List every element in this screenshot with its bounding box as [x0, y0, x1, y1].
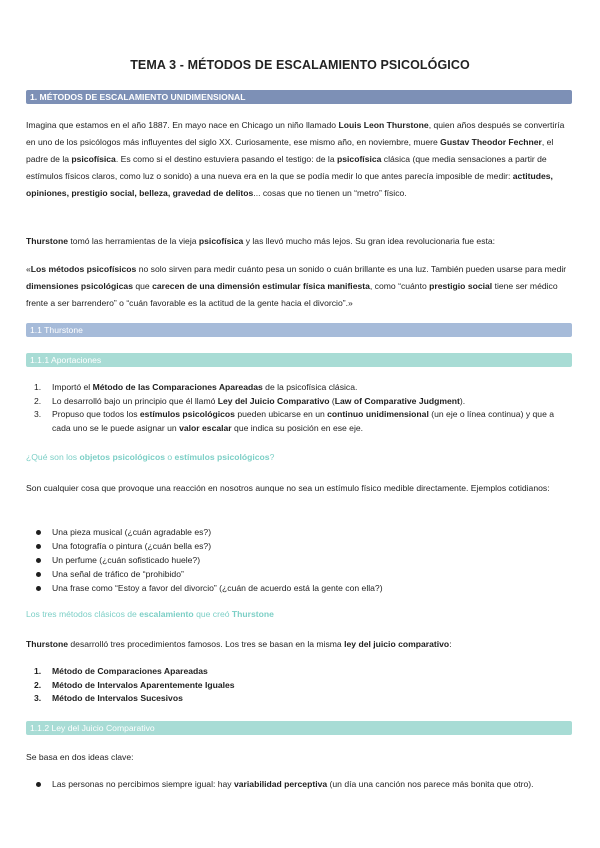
definition-paragraph: Son cualquier cosa que provoque una reacción en nosotros aunque no sea un estímulo físico medible directamente. Ejemplos cotidianos:: [26, 483, 550, 493]
page-title: TEMA 3 - MÉTODOS DE ESCALAMIENTO PSICOLÓGICO: [130, 58, 470, 72]
list-item: Una fotografía o pintura (¿cuán bella es?): [34, 539, 564, 553]
bullet-icon: [36, 782, 41, 787]
list-item: Un perfume (¿cuán sofisticado huele?): [34, 553, 564, 567]
section-heading-1-1-2: 1.1.2 Ley del Juicio Comparativo: [26, 721, 572, 735]
list-item: 3. Método de Intervalos Sucesivos: [34, 693, 183, 703]
key-ideas-intro: Se basa en dos ideas clave:: [26, 752, 134, 762]
question-heading-metodos: Los tres métodos clásicos de escalamiento que creó Thurstone: [26, 609, 274, 619]
key-ideas-list: [34, 777, 564, 791]
list-item: 3. Propuso que todos los estímulos psicológicos pueden ubicarse en un continuo unidimensional (un eje o línea continua) y que a cada uno se le puede asignar un valor escalar que indica su posición en ese eje.: [34, 409, 555, 433]
methods-list: [34, 665, 564, 706]
section-heading-1-1: 1.1 Thurstone: [26, 323, 572, 337]
list-item: Una señal de tráfico de “prohibido”: [34, 567, 564, 581]
aportaciones-list: [34, 381, 564, 435]
list-item: Una frase como “Estoy a favor del divorcio” (¿cuán de acuerdo está la gente con ella?): [34, 581, 564, 595]
quote-paragraph: «Los métodos psicofísicos no solo sirven para medir cuánto pesa un sonido o cuán brillante es una luz. También pueden usarse para medir dimensiones psicológicas que carecen de una dimensión estimular física manifiesta, como “cuánto prestigio social tiene ser médico frente a ser barrendero” o “cuán favorable es la actitud de la gente hacia el divorcio”.»: [26, 264, 567, 308]
section-heading-1-1-1: 1.1.1 Aportaciones: [26, 353, 572, 367]
methods-paragraph: Thurstone desarrolló tres procedimientos famosos. Los tres se basan en la misma ley del juicio comparativo:: [26, 639, 452, 649]
bullet-icon: [36, 586, 41, 591]
list-item: 2. Método de Intervalos Aparentemente Iguales: [34, 679, 235, 690]
bullet-icon: [36, 558, 41, 563]
examples-list: [34, 525, 564, 595]
intro-paragraph: Imagina que estamos en el año 1887. En mayo nace en Chicago un niño llamado Louis Leon Thurstone, quien años después se convertiría en uno de los psicólogos más influyentes del siglo XX. Curiosamente, ese mismo año, en noviembre, muere Gustav Theodor Fechner, el padre de la psicofísica. Es como si el destino estuviera pasando el testigo: de la psicofísica clásica (que media sensaciones a partir de estímulos físicos claros, como luz o sonido) a una nueva era en la que se podía medir lo que antes parecía imposible de medir: actitudes, opiniones, prestigio social, belleza, gravedad de delitos... cosas que no tienen un “metro” físico.: [26, 120, 565, 198]
list-item: 1. Importó el Método de las Comparaciones Apareadas de la psicofísica clásica.: [34, 382, 358, 392]
thurstone-paragraph: Thurstone tomó las herramientas de la vieja psicofísica y las llevó mucho más lejos. Su gran idea revolucionaria fue esta:: [26, 236, 496, 246]
list-item: Una pieza musical (¿cuán agradable es?): [34, 525, 564, 539]
bullet-icon: [36, 544, 41, 549]
section-heading-1: 1. MÉTODOS DE ESCALAMIENTO UNIDIMENSIONAL: [26, 90, 572, 104]
list-item: 1. Método de Comparaciones Apareadas: [34, 666, 208, 676]
bullet-icon: [36, 572, 41, 577]
bullet-icon: [36, 530, 41, 535]
list-item: Las personas no percibimos siempre igual: hay variabilidad perceptiva (un día una canción nos parece más bonita que otro).: [34, 777, 564, 791]
question-heading-objetos: ¿Qué son los objetos psicológicos o estímulos psicológicos?: [26, 452, 275, 462]
list-item: 2. Lo desarrolló bajo un principio que él llamó Ley del Juicio Comparativo (Law of Comparative Judgment).: [34, 395, 466, 406]
